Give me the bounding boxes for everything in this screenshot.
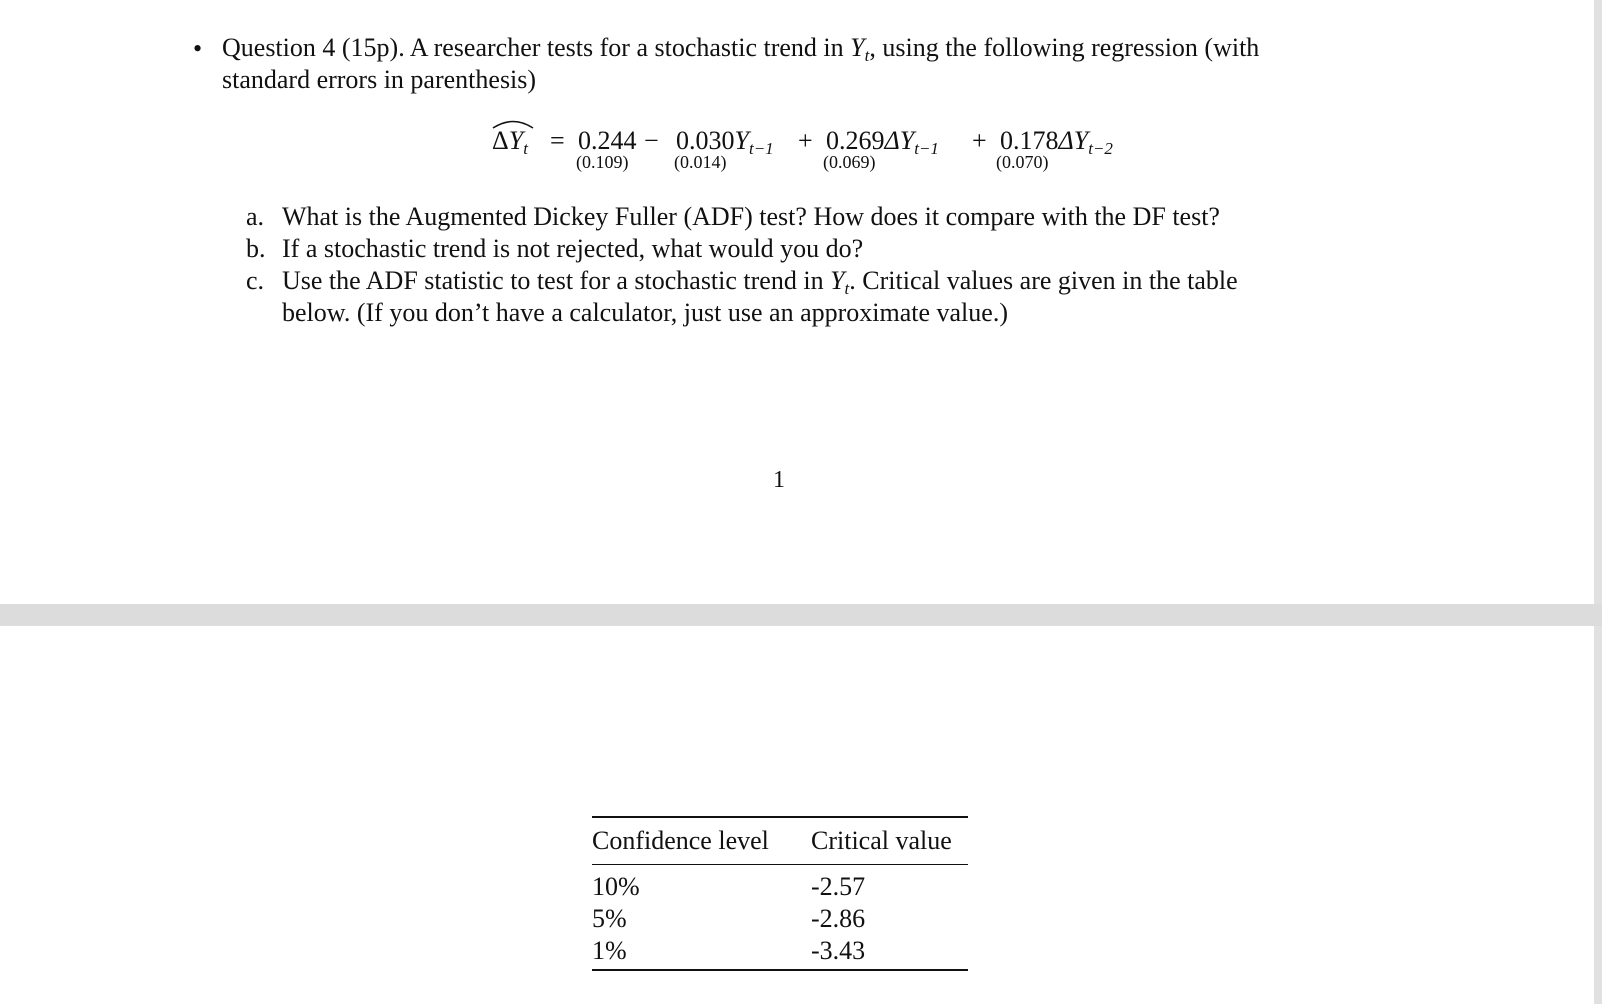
part-a-text: What is the Augmented Dickey Fuller (ADF) test? How does it compare with the DF test? — [282, 202, 1220, 231]
row-1-critical: -2.57 — [811, 872, 866, 901]
lagged-difference-1-standard-error: (0.069) — [823, 152, 876, 172]
plus-sign-1: + — [798, 126, 813, 155]
part-a-label: a. — [246, 202, 265, 231]
viewer-edge — [1594, 0, 1602, 1004]
header-critical-value: Critical value — [811, 826, 952, 855]
row-3-confidence: 1% — [592, 936, 627, 965]
term-lagged-level: $0.030Y_{t-1}$ — [676, 126, 774, 158]
row-2-confidence: 5% — [592, 904, 627, 933]
row-2-critical: -2.86 — [811, 904, 866, 933]
page-separator — [0, 604, 1602, 626]
term-lagged-difference-1: $0.269\Delta Y_{t-1}$ — [826, 126, 939, 158]
row-1-confidence: 10% — [592, 872, 640, 901]
constant-coefficient: 0.244 — [578, 126, 637, 155]
lagged-difference-2-standard-error: (0.070) — [996, 152, 1049, 172]
lagged-level-standard-error: (0.014) — [674, 152, 727, 172]
part-b — [246, 233, 1416, 265]
question-line-2: standard errors in parenthesis) — [222, 65, 537, 94]
row-3-critical: -3.43 — [811, 936, 866, 965]
regression-equation — [492, 126, 1192, 176]
header-confidence-level: Confidence level — [592, 826, 769, 855]
table-top-rule — [592, 816, 968, 818]
page-number: 1 — [773, 467, 785, 493]
part-a — [246, 201, 1416, 233]
wide-hat-icon — [492, 118, 534, 130]
plus-sign-2: + — [972, 126, 987, 155]
question-line-1: Question 4 (15p). A researcher tests for a stochastic trend in $Y_t$, using the following regression (with — [222, 33, 1260, 65]
term-lagged-difference-2: $0.178\Delta Y_{t-2}$ — [1000, 126, 1113, 158]
part-c-line-1: Use the ADF statistic to test for a stochastic trend in $Y_t$. Critical values are given in the table — [282, 266, 1238, 298]
page-2 — [0, 626, 1594, 1004]
question-text — [222, 32, 1412, 96]
table-header-rule — [592, 864, 968, 865]
part-c-label: c. — [246, 266, 265, 295]
equation-lhs: $\Delta Y_t$ — [492, 126, 528, 156]
part-c-line-2: below. (If you don’t have a calculator, just use an approximate value.) — [282, 298, 1008, 327]
equals-sign: = — [550, 126, 565, 155]
minus-sign: − — [644, 126, 659, 155]
part-c — [246, 265, 1416, 329]
bullet-point: • — [193, 34, 203, 63]
constant-standard-error: (0.109) — [576, 152, 629, 172]
part-b-label: b. — [246, 234, 266, 263]
question-parts — [246, 201, 1416, 329]
part-b-text: If a stochastic trend is not rejected, what would you do? — [282, 234, 864, 263]
table-bottom-rule — [592, 969, 968, 971]
